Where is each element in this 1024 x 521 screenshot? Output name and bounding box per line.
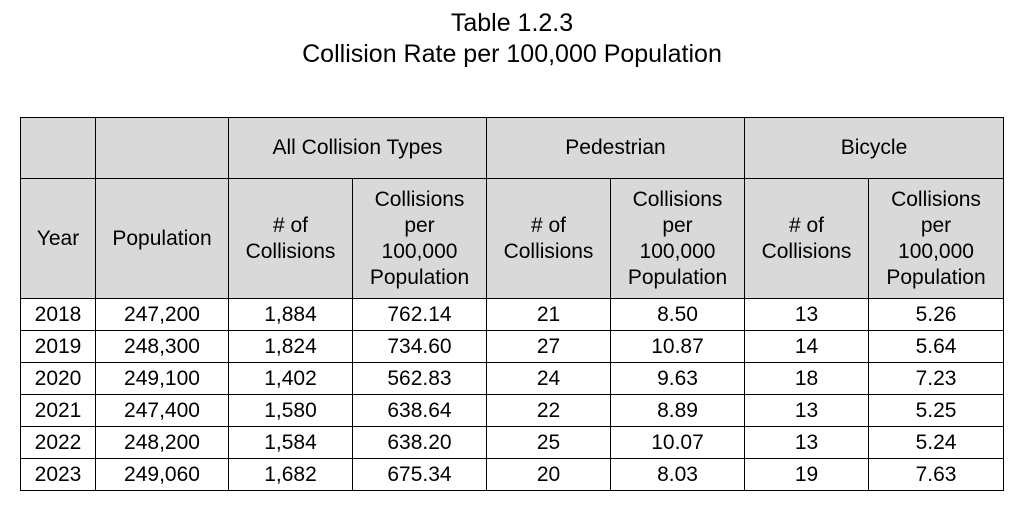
table-row	[21, 427, 1004, 459]
header-line: Collisions	[374, 187, 465, 211]
population-cell: 249,060	[96, 459, 229, 491]
pedestrian-rate-cell: 10.87	[611, 331, 745, 363]
header-line: # of	[530, 213, 567, 237]
header-line: Population	[369, 265, 470, 289]
year-cell: 2018	[21, 299, 96, 331]
table-row	[21, 299, 1004, 331]
header-line: # of	[272, 213, 309, 237]
pedestrian-rate-cell: 9.63	[611, 363, 745, 395]
pedestrian-count-cell: 24	[487, 363, 611, 395]
bicycle-count-cell: 13	[745, 427, 869, 459]
table-row	[21, 459, 1004, 491]
table-number: Table 1.2.3	[450, 9, 574, 37]
header-line: 100,000	[381, 239, 458, 263]
table-title	[0, 8, 1024, 70]
year-cell: 2023	[21, 459, 96, 491]
all-rate-cell: 638.20	[353, 427, 487, 459]
group-header-pedestrian: Pedestrian	[487, 118, 745, 179]
table-row	[21, 363, 1004, 395]
year-cell: 2021	[21, 395, 96, 427]
bicycle-rate-cell: 5.25	[869, 395, 1004, 427]
bicycle-rate-cell: 5.26	[869, 299, 1004, 331]
column-header-pedestrian-rate	[611, 179, 745, 299]
header-line: Collisions	[761, 239, 852, 263]
group-header-blank-year	[21, 118, 96, 179]
year-cell: 2022	[21, 427, 96, 459]
bicycle-count-cell: 18	[745, 363, 869, 395]
header-line: per	[920, 213, 952, 237]
all-count-cell: 1,402	[229, 363, 353, 395]
all-count-cell: 1,824	[229, 331, 353, 363]
column-header-all-rate	[353, 179, 487, 299]
column-header-pedestrian-count	[487, 179, 611, 299]
header-line: per	[404, 213, 435, 237]
header-line: Population	[627, 265, 728, 289]
pedestrian-count-cell: 20	[487, 459, 611, 491]
header-line: Population	[886, 265, 986, 289]
table-caption: Collision Rate per 100,000 Population	[302, 40, 722, 68]
table-row	[21, 395, 1004, 427]
all-rate-cell: 638.64	[353, 395, 487, 427]
group-header-all-collision-types: All Collision Types	[229, 118, 487, 179]
population-cell: 249,100	[96, 363, 229, 395]
header-line: 100,000	[898, 239, 974, 263]
all-rate-cell: 734.60	[353, 331, 487, 363]
pedestrian-rate-cell: 8.89	[611, 395, 745, 427]
all-rate-cell: 762.14	[353, 299, 487, 331]
table-row	[21, 331, 1004, 363]
population-cell: 248,200	[96, 427, 229, 459]
year-cell: 2019	[21, 331, 96, 363]
all-count-cell: 1,584	[229, 427, 353, 459]
all-count-cell: 1,580	[229, 395, 353, 427]
pedestrian-count-cell: 25	[487, 427, 611, 459]
bicycle-rate-cell: 5.24	[869, 427, 1004, 459]
pedestrian-count-cell: 22	[487, 395, 611, 427]
population-cell: 247,200	[96, 299, 229, 331]
header-line: 100,000	[639, 239, 716, 263]
group-header-blank-population	[96, 118, 229, 179]
column-header-row	[21, 179, 1004, 299]
bicycle-rate-cell: 7.23	[869, 363, 1004, 395]
header-line: # of	[788, 213, 825, 237]
column-header-all-count	[229, 179, 353, 299]
all-count-cell: 1,682	[229, 459, 353, 491]
column-header-bicycle-rate	[869, 179, 1004, 299]
header-line: Collisions	[503, 239, 594, 263]
all-count-cell: 1,884	[229, 299, 353, 331]
collision-rate-table	[20, 117, 1004, 491]
group-header-row	[21, 118, 1004, 179]
bicycle-rate-cell: 5.64	[869, 331, 1004, 363]
header-line: per	[662, 213, 693, 237]
header-line: Collisions	[245, 239, 336, 263]
bicycle-count-cell: 14	[745, 331, 869, 363]
year-cell: 2020	[21, 363, 96, 395]
bicycle-rate-cell: 7.63	[869, 459, 1004, 491]
pedestrian-rate-cell: 10.07	[611, 427, 745, 459]
population-cell: 247,400	[96, 395, 229, 427]
all-rate-cell: 562.83	[353, 363, 487, 395]
column-header-year: Year	[21, 179, 96, 299]
column-header-bicycle-count	[745, 179, 869, 299]
pedestrian-rate-cell: 8.50	[611, 299, 745, 331]
population-cell: 248,300	[96, 331, 229, 363]
bicycle-count-cell: 13	[745, 299, 869, 331]
all-rate-cell: 675.34	[353, 459, 487, 491]
bicycle-count-cell: 13	[745, 395, 869, 427]
pedestrian-rate-cell: 8.03	[611, 459, 745, 491]
group-header-bicycle: Bicycle	[745, 118, 1004, 179]
pedestrian-count-cell: 21	[487, 299, 611, 331]
column-header-population: Population	[96, 179, 229, 299]
header-line: Collisions	[632, 187, 723, 211]
bicycle-count-cell: 19	[745, 459, 869, 491]
header-line: Collisions	[891, 187, 981, 211]
pedestrian-count-cell: 27	[487, 331, 611, 363]
